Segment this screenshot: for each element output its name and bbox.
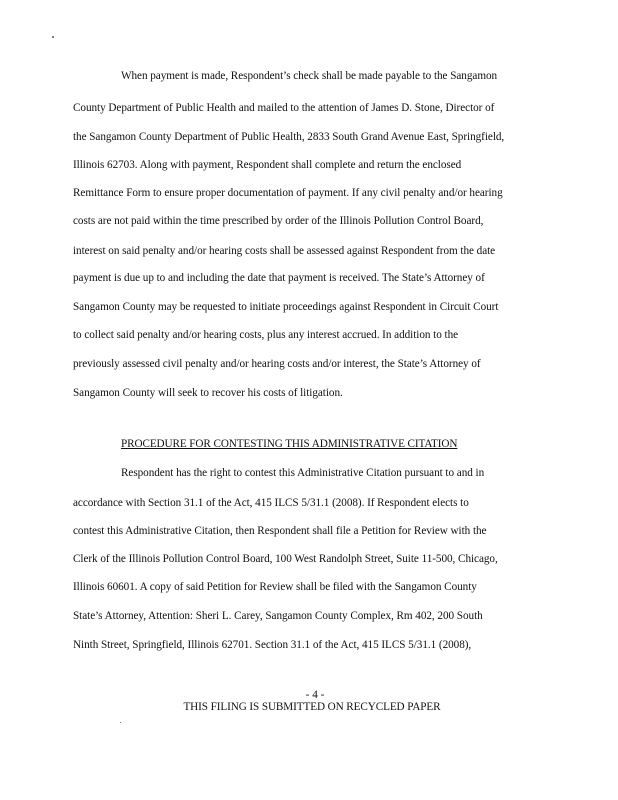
page-footer: THIS FILING IS SUBMITTED ON RECYCLED PAPER xyxy=(183,701,441,713)
text-line: payment is due up to and including the date that payment is received. The State’s Attorney of xyxy=(73,272,485,284)
text-line: Ninth Street, Springfield, Illinois 62701. Section 31.1 of the Act, 415 ILCS 5/31.1 (2008), xyxy=(73,639,472,651)
text-line: When payment is made, Respondent’s check shall be made payable to the Sangamon xyxy=(121,70,498,82)
text-line: to collect said penalty and/or hearing costs, plus any interest accrued. In addition to the xyxy=(73,329,459,341)
page-number: - 4 - xyxy=(305,689,325,701)
section-heading: PROCEDURE FOR CONTESTING THIS ADMINISTRATIVE CITATION xyxy=(121,438,458,450)
text-line: accordance with Section 31.1 of the Act, 415 ILCS 5/31.1 (2008). If Respondent elects to xyxy=(73,497,469,509)
text-line: County Department of Public Health and mailed to the attention of James D. Stone, Director of xyxy=(73,102,495,114)
scan-speck xyxy=(120,722,121,723)
text-line: previously assessed civil penalty and/or hearing costs and/or interest, the State’s Attorney of xyxy=(73,358,481,370)
text-line: interest on said penalty and/or hearing costs shall be assessed against Respondent from the date xyxy=(73,245,496,257)
text-line: Respondent has the right to contest this Administrative Citation pursuant to and in xyxy=(121,467,485,479)
text-line: Clerk of the Illinois Pollution Control Board, 100 West Randolph Street, Suite 11-500, Chicago, xyxy=(73,553,498,565)
text-line: Sangamon County may be requested to initiate proceedings against Respondent in Circuit Court xyxy=(73,301,499,313)
text-line: Illinois 62703. Along with payment, Respondent shall complete and return the enclosed xyxy=(73,159,462,171)
text-line: Sangamon County will seek to recover his costs of litigation. xyxy=(73,387,343,399)
text-line: the Sangamon County Department of Public Health, 2833 South Grand Avenue East, Springfield, xyxy=(73,131,505,143)
text-line: costs are not paid within the time prescribed by order of the Illinois Pollution Control Board, xyxy=(73,215,484,227)
scan-speck xyxy=(52,36,54,38)
text-line: Illinois 60601. A copy of said Petition for Review shall be filed with the Sangamon County xyxy=(73,581,477,593)
text-line: contest this Administrative Citation, then Respondent shall file a Petition for Review with the xyxy=(73,525,487,537)
text-line: State’s Attorney, Attention: Sheri L. Carey, Sangamon County Complex, Rm 402, 200 South xyxy=(73,610,483,622)
text-line: Remittance Form to ensure proper documentation of payment. If any civil penalty and/or hearing xyxy=(73,187,503,199)
